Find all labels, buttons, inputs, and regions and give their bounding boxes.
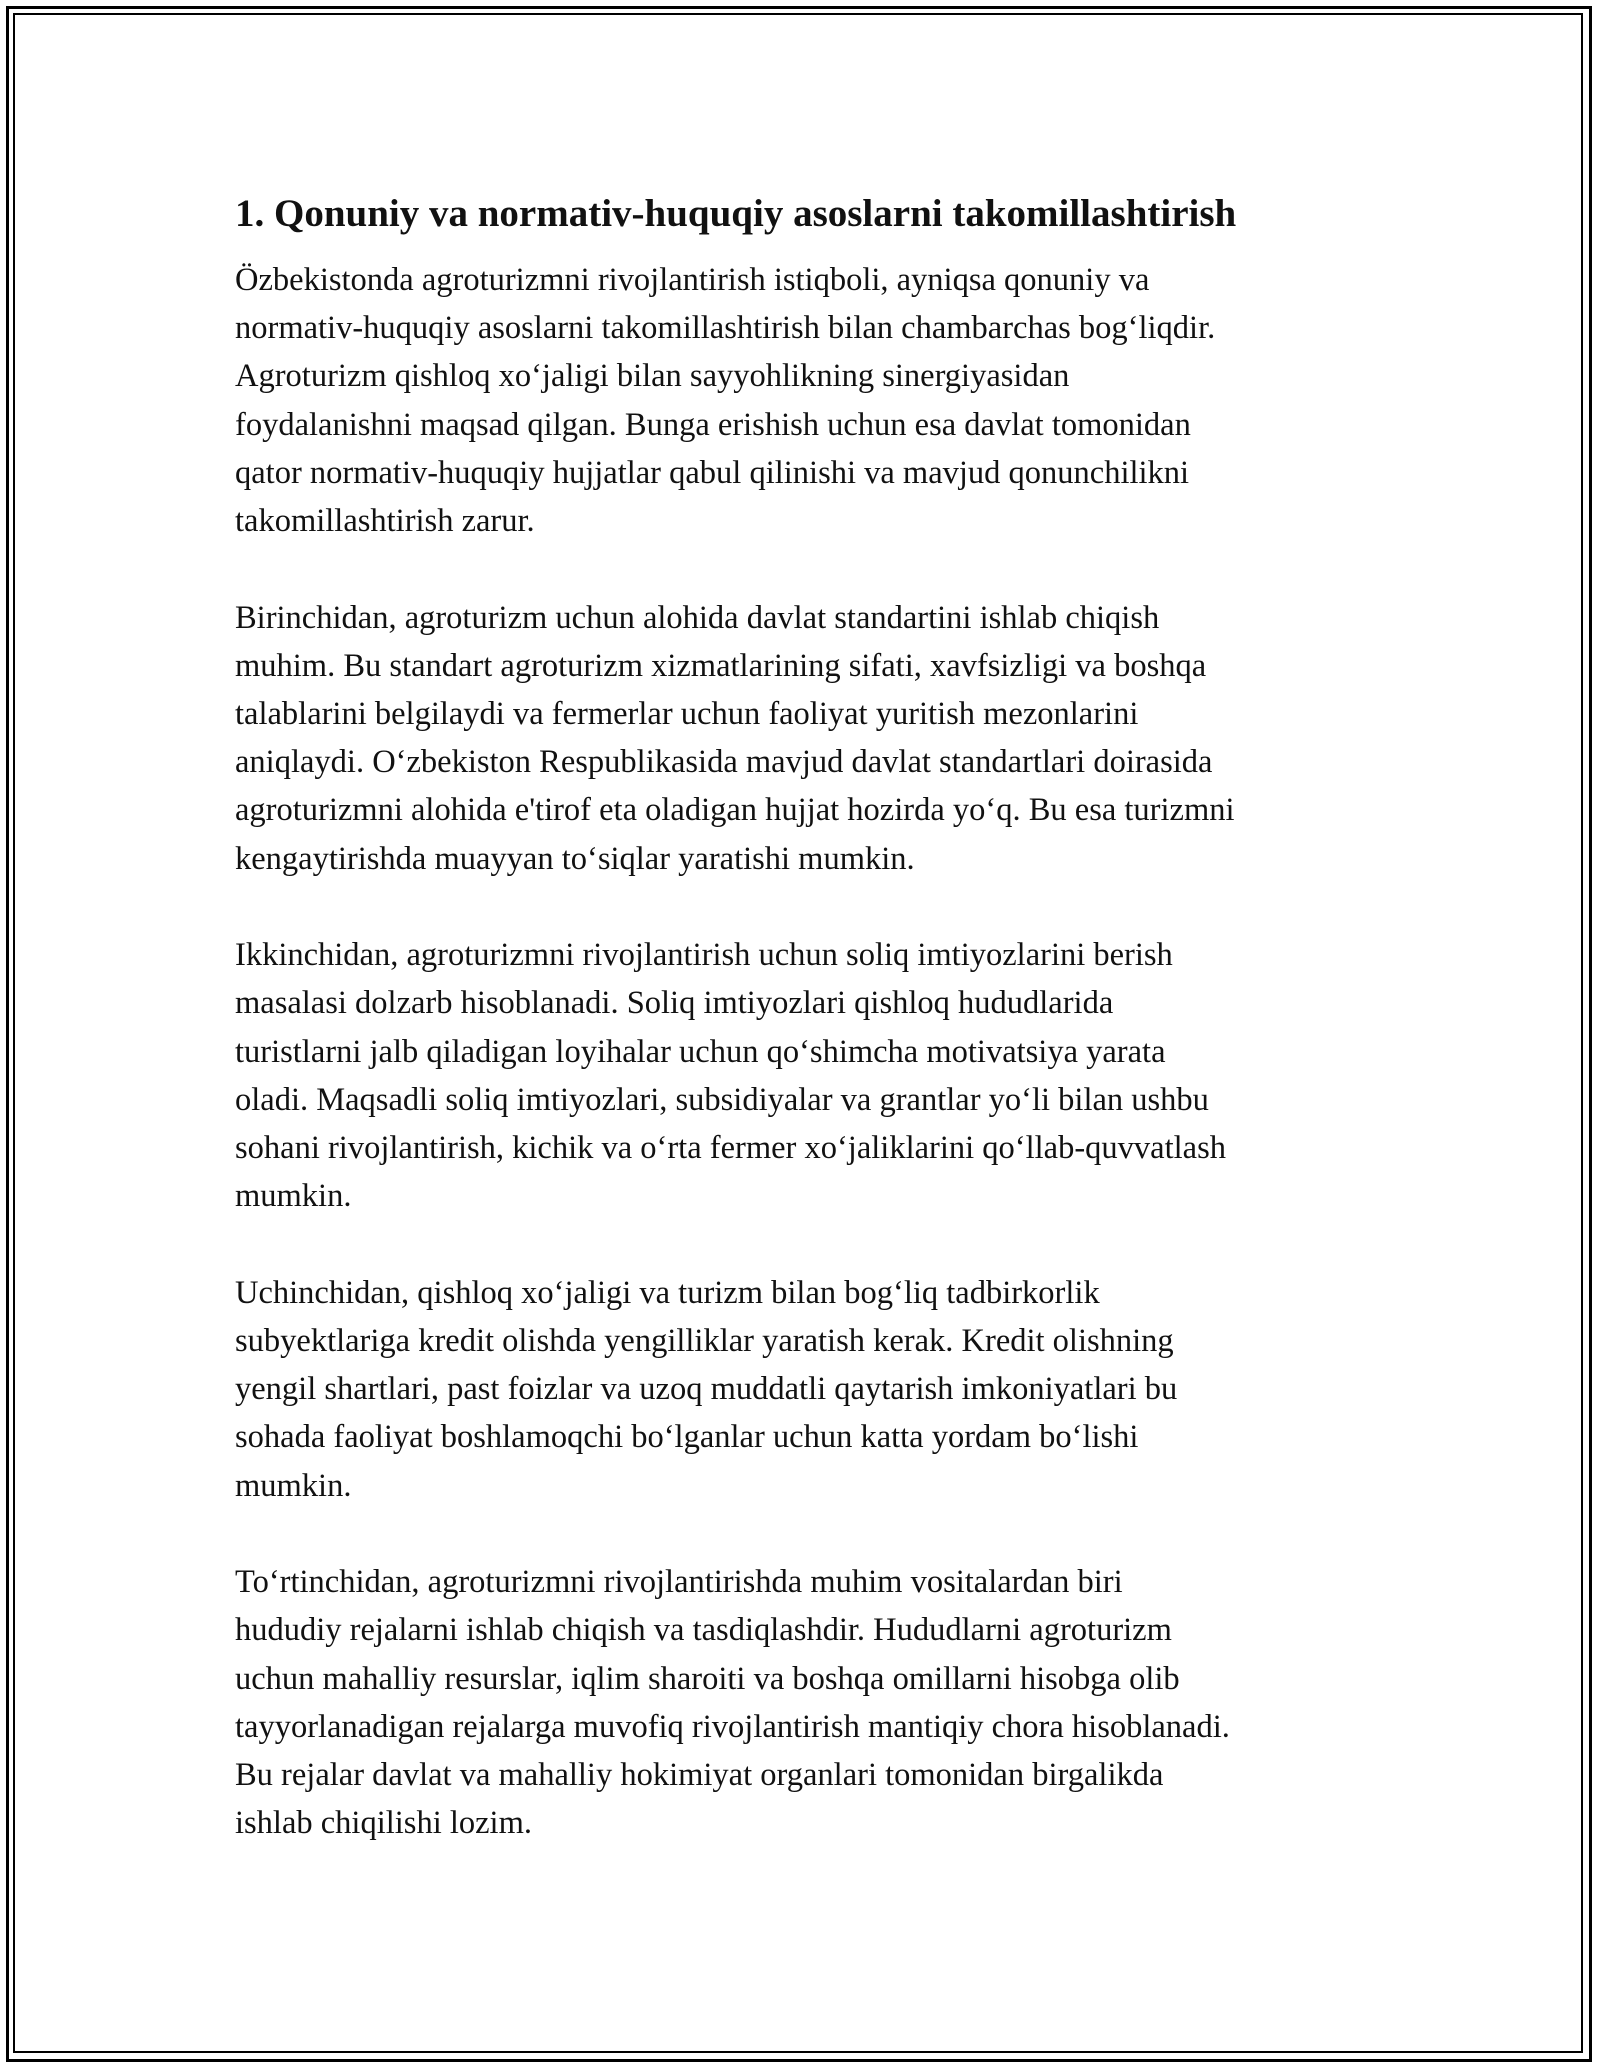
paragraph-line: foydalanishni maqsad qilgan. Bunga erishish uchun esa davlat tomonidan (235, 406, 1191, 443)
paragraph-line: Agroturizm qishloq xo‘jaligi bilan sayyohlikning sinergiyasidan (235, 358, 1070, 395)
paragraph-intro (235, 256, 1370, 545)
paragraph-line: masalasi dolzarb hisoblanadi. Soliq imtiyozlari qishloq hududlarida (235, 985, 1114, 1022)
paragraph-line: oladi. Maqsadli soliq imtiyozlari, subsidiyalar va grantlar yo‘li bilan ushbu (235, 1081, 1209, 1118)
paragraph-line: sohada faoliyat boshlamoqchi bo‘lganlar uchun katta yordam bo‘lishi (235, 1419, 1139, 1456)
paragraph-line: qator normativ-huquqiy hujjatlar qabul qilinishi va mavjud qonunchilikni (235, 454, 1190, 491)
paragraph-line: Uchinchidan, qishloq xo‘jaligi va turizm bilan bog‘liq tadbirkorlik (235, 1274, 1100, 1311)
paragraph-line: mumkin. (235, 1178, 352, 1215)
paragraph-line: aniqlaydi. O‘zbekiston Respublikasida mavjud davlat standartlari doirasida (235, 744, 1213, 781)
paragraph-first-point (235, 594, 1370, 883)
paragraph-line: agroturizmni alohida e'tirof eta oladigan hujjat hozirda yo‘q. Bu esa turizmni (235, 792, 1235, 829)
section-heading: 1. Qonuniy va normativ-huquqiy asoslarni takomillashtirish (235, 192, 1237, 235)
paragraph-fourth-point (235, 1558, 1370, 1847)
paragraph-line: tayyorlanadigan rejalarga muvofiq rivojlantirish mantiqiy chora hisoblanadi. (235, 1708, 1230, 1745)
paragraph-line: ishlab chiqilishi lozim. (235, 1805, 532, 1842)
paragraph-line: Bu rejalar davlat va mahalliy hokimiyat organlari tomonidan birgalikda (235, 1757, 1164, 1794)
paragraph-line: turistlarni jalb qiladigan loyihalar uchun qo‘shimcha motivatsiya yarata (235, 1033, 1166, 1070)
paragraph-line: Özbekistonda agroturizmni rivojlantirish istiqboli, ayniqsa qonuniy va (235, 262, 1150, 298)
paragraph-line: To‘rtinchidan, agroturizmni rivojlantirishda muhim vositalardan biri (235, 1564, 1123, 1601)
paragraph-line: Ikkinchidan, agroturizmni rivojlantirish uchun soliq imtiyozlarini berish (235, 937, 1173, 974)
paragraph-line: subyektlariga kredit olishda yengilliklar yaratish kerak. Kredit olishning (235, 1323, 1174, 1360)
paragraph-second-point (235, 931, 1370, 1220)
paragraph-line: normativ-huquqiy asoslarni takomillashtirish bilan chambarchas bog‘liqdir. (235, 310, 1216, 347)
paragraph-line: mumkin. (235, 1467, 352, 1504)
paragraph-line: uchun mahalliy resurslar, iqlim sharoiti va boshqa omillarni hisobga olib (235, 1660, 1180, 1697)
paragraph-line: yengil shartlari, past foizlar va uzoq muddatli qaytarish imkoniyatlari bu (235, 1371, 1178, 1408)
paragraph-line: talablarini belgilaydi va fermerlar uchun faoliyat yuritish mezonlarini (235, 696, 1139, 733)
document-body (235, 180, 1370, 1896)
paragraph-line: Birinchidan, agroturizm uchun alohida davlat standartini ishlab chiqish (235, 599, 1160, 636)
paragraph-line: takomillashtirish zarur. (235, 503, 535, 540)
paragraph-line: muhim. Bu standart agroturizm xizmatlarining sifati, xavfsizligi va boshqa (235, 647, 1207, 684)
paragraph-line: hududiy rejalarni ishlab chiqish va tasdiqlashdir. Hududlarni agroturizm (235, 1612, 1172, 1649)
paragraph-line: kengaytirishda muayyan to‘siqlar yaratishi mumkin. (235, 840, 915, 877)
paragraph-line: sohani rivojlantirish, kichik va o‘rta fermer xo‘jaliklarini qo‘llab-quvvatlash (235, 1130, 1226, 1167)
paragraph-third-point (235, 1269, 1370, 1510)
